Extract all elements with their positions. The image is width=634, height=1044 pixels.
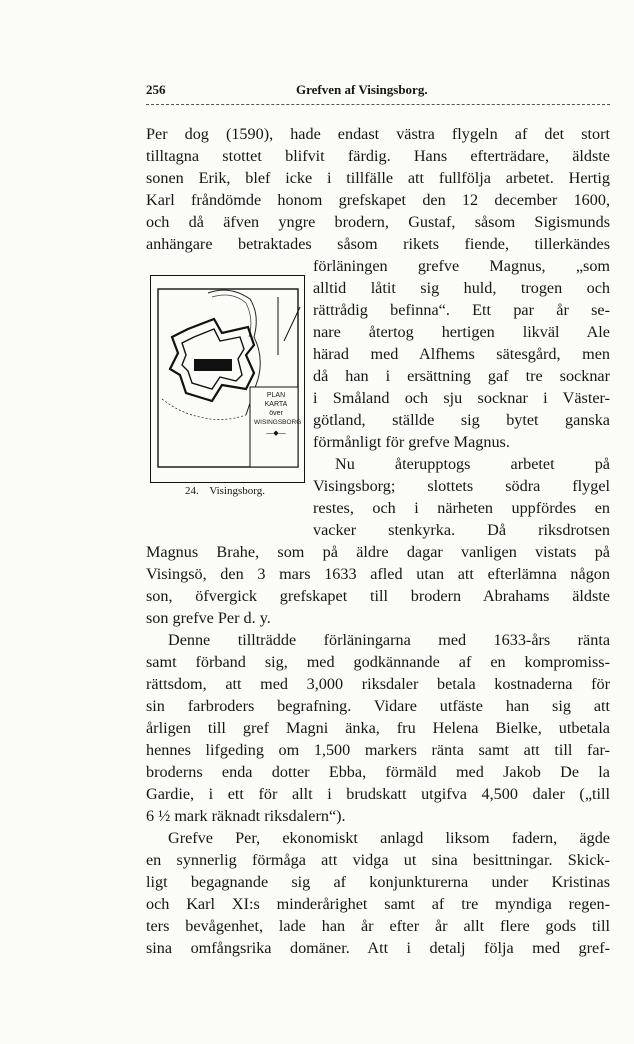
text-line: Per dog (1590), hade endast västra flygeln af det stort xyxy=(146,125,610,143)
castle-plan-figure xyxy=(150,275,305,483)
text-line: förläningen grefve Magnus, „som xyxy=(313,257,610,275)
header-rule xyxy=(146,104,610,105)
map-legend-line: PLAN xyxy=(266,392,286,399)
text-line: götland, ställde sig bytet ganska xyxy=(313,411,610,429)
text-line: ligt begagnande sig af konjunkturerna under Kristinas xyxy=(146,873,610,891)
text-line: anhängare betraktades såsom rikets fiende, tillerkändes xyxy=(146,235,610,253)
text-line: årligen till gref Magni änka, fru Helena Bielke, utbetala xyxy=(146,719,610,737)
text-line: och då äfven yngre brodern, Gustaf, såsom Sigismunds xyxy=(146,213,610,231)
north-arrow-icon: —◆— xyxy=(266,430,286,437)
text-line: ters bevågenhet, lade han år efter år allt flere gods till xyxy=(146,917,610,935)
text-line: en synnerlig förmåga att vidga ut sina besittningar. Skick- xyxy=(146,851,610,869)
text-line: Visingsö, den 3 mars 1633 afled utan att efterlämna någon xyxy=(146,565,610,583)
text-line: 6 ½ mark räknadt riksdalern“). xyxy=(146,807,346,825)
text-line: hennes lifgeding om 1,500 markers ränta samt att till far- xyxy=(146,741,610,759)
figure-caption xyxy=(185,485,273,497)
castle-plan-map xyxy=(150,275,305,483)
map-legend-line: KARTA xyxy=(264,401,288,408)
map-legend xyxy=(254,391,302,438)
text-line: Karl fråndömde honom grefskapet den 12 december 1600, xyxy=(146,191,610,209)
text-line: Denne tillträdde förläningarna med 1633-års ränta xyxy=(168,631,610,649)
text-line: samt förband sig, med godkännande af en kompromiss- xyxy=(146,653,610,671)
text-line: sonen Erik, blef icke i tillfälle att fullfölja arbetet. Hertig xyxy=(146,169,610,187)
text-line: tilltagna stottet blifvit färdig. Hans efterträdare, äldste xyxy=(146,147,610,165)
text-line: Gardie, i ett för allt i brudskatt utgifva 4,500 daler („till xyxy=(146,785,610,803)
page-header xyxy=(146,82,610,102)
map-legend-line: över xyxy=(269,410,283,417)
text-line: och Karl XI:s minderårighet samt af tre myndiga regen- xyxy=(146,895,610,913)
text-line: Magnus Brahe, som på äldre dagar vanligen vistats på xyxy=(146,543,610,561)
text-line: Grefve Per, ekonomiskt anlagd liksom fadern, ägde xyxy=(168,829,610,847)
text-line: sina omfångsrika domäner. Att i detalj följa med gref- xyxy=(146,939,610,957)
text-line: son, öfvergick grefskapet till brodern Abrahams äldste xyxy=(146,587,610,605)
text-line: restes, och i närheten uppfördes en xyxy=(313,499,610,517)
text-line: vacker stenkyrka. Då riksdrotsen xyxy=(313,521,610,539)
text-line: förmånligt för grefve Magnus. xyxy=(313,433,510,451)
text-line: sin farbroders begrafning. Vidare utfäste han sig att xyxy=(146,697,610,715)
text-line: rättrådig befinna“. Ett par år se- xyxy=(313,301,610,319)
text-line: i Småland och sju socknar i Väster- xyxy=(313,389,610,407)
text-line: nare återtog hertigen likväl Ale xyxy=(313,323,610,341)
figure-number: 24. xyxy=(185,485,199,497)
text-line: Visingsborg; slottets södra flygel xyxy=(313,477,610,495)
text-line: rättsdom, att med 3,000 riksdaler betala kostnaderna för xyxy=(146,675,610,693)
text-line: då han i ersättning gaf tre socknar xyxy=(313,367,610,385)
text-line: Nu återupptogs arbetet på xyxy=(335,455,610,473)
text-line: härad med Alfhems sätesgård, men xyxy=(313,345,610,363)
figure-caption-text: Visingsborg. xyxy=(209,485,265,497)
page-number: 256 xyxy=(146,82,166,97)
text-line: alltid låtit sig huld, trogen och xyxy=(313,279,610,297)
map-legend-line: WISINGSBORG xyxy=(254,419,302,426)
running-title: Grefven af Visingsborg. xyxy=(296,82,428,97)
text-line: broderns enda dotter Ebba, förmäld med Jakob De la xyxy=(146,763,610,781)
text-line: son grefve Per d. y. xyxy=(146,609,271,627)
